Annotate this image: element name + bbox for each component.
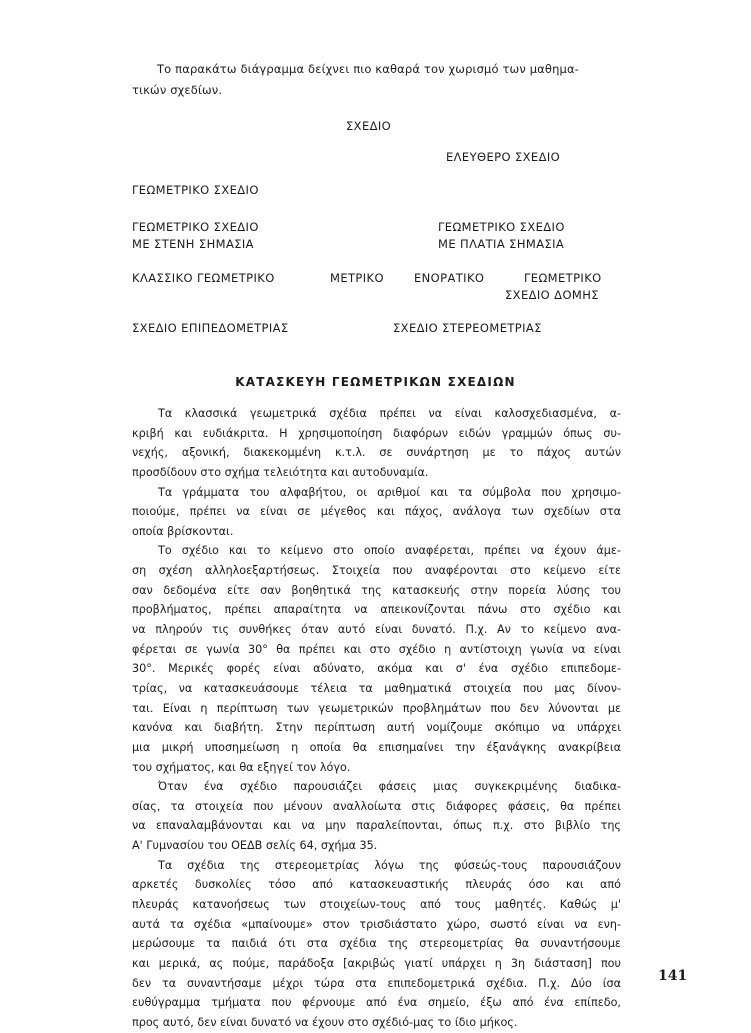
diagram-root: ΣΧΕΔΙΟ (346, 119, 392, 133)
body-text (132, 404, 621, 1033)
body-line: Όταν ένα σχέδιο παρουσιάζει φάσεις μιας συγκεκριμένης διαδικα- (158, 780, 621, 794)
body-line: σίας, τα στοιχεία που μένουν αναλλοίωτα στις διάφορες φάσεις, θα πρέπει (132, 799, 621, 813)
body-line: Τα κλασσικά γεωμετρικά σχέδια πρέπει να είναι καλοσχεδιασμένα, α- (158, 407, 621, 420)
diagram-narrow-sense-line-2: ΜΕ ΣΤΕΝΗ ΣΗΜΑΣΙΑ (132, 237, 254, 251)
diagram-classic-geometric: ΚΛΑΣΣΙΚΟ ΓΕΩΜΕΤΡΙΚΟ (132, 271, 275, 285)
body-line: προς αυτό, δεν είναι δυνατό να έχουν στο σχέδιό-μας το ίδιο μήκος. (132, 1015, 518, 1029)
diagram-wide-sense-line-1: ΓΕΩΜΕΤΡΙΚΟ ΣΧΕΔΙΟ (438, 220, 565, 234)
body-line: 30°. Μερικές φορές είναι αδύνατο, ακόμα και σ' ένα σχέδιο επιπεδομε- (132, 662, 621, 676)
body-line: ται. Είναι η περίπτωση των γεωμετρικών προβλημάτων που δεν λύνονται με (132, 701, 621, 715)
body-line: αρκετές δυσκολίες τόσο από κατασκευαστικής πλευράς όσο και από (132, 878, 621, 892)
body-line: κανόνα και διαβήτη. Στην περίπτωση αυτή νομίζουμε σκόπιμο να υπάρχει (132, 721, 621, 735)
body-line: πλευράς κατανοήσεως των στοιχείων-τους από τους μαθητές. Καθώς μ' (132, 898, 621, 912)
body-line: τρίας, να κατασκευάσουμε τέλεια τα μαθηματικά στοιχεία που μας δίνον- (132, 681, 621, 695)
intro-line-1: Το παρακάτω διάγραμμα δείχνει πιο καθαρά τον χωρισμό των μαθημα- (157, 62, 580, 76)
body-line: και μερικά, ας πούμε, παράδοξα [ακριβώς γιατί υπάρχει η 3η διάσταση] που (132, 956, 621, 970)
diagram-geometric-drawing: ΓΕΩΜΕΤΡΙΚΟ ΣΧΕΔΙΟ (132, 183, 259, 197)
body-line: μερώσουμε τα παιδιά ότι στα σχέδια της στερεομετρίας θα συναντήσουμε (132, 937, 621, 951)
body-line: Τα σχέδια της στερεομετρίας λόγω της φύσεώς-τους παρουσιάζουν (158, 858, 621, 872)
body-line: ση σχέση αλληλοεξαρτήσεως. Στοιχεία που αναφέρονται στο κείμενο είτε (132, 564, 621, 578)
intro-line-2: τικών σχεδίων. (132, 83, 223, 97)
body-line: φέρεται σε γωνία 30° θα πρέπει και στο σχέδιο η αντίστοιχη γωνία να είναι (132, 642, 621, 656)
diagram-wide-sense-line-2: ΜΕ ΠΛΑΤΙΑ ΣΗΜΑΣΙΑ (438, 237, 565, 251)
body-line: να πληρούν τις συνθήκες όταν αυτό είναι δυνατό. Π.χ. Αν το κείμενο ανα- (132, 623, 621, 637)
body-line: Α' Γυμνασίου του ΟΕΔΒ σελίς 64, σχήμα 35. (132, 839, 378, 853)
body-line: ποιούμε, πρέπει να είναι σε μέγεθος και πάχος, ανάλογα των σχεδίων στα (132, 505, 621, 519)
diagram-solid-geometry: ΣΧΕΔΙΟ ΣΤΕΡΕΟΜΕΤΡΙΑΣ (393, 321, 542, 335)
diagram-metric: ΜΕΤΡΙΚΟ (330, 271, 384, 285)
section-heading: ΚΑΤΑΣΚΕΥΗ ΓΕΩΜΕΤΡΙΚΩΝ ΣΧΕΔΙΩΝ (235, 375, 516, 389)
diagram-intuitive: ΕΝΟΡΑΤΙΚΟ (414, 271, 485, 285)
diagram-structure-line-2: ΣΧΕΔΙΟ ΔΟΜΗΣ (505, 288, 599, 302)
body-line: σαν δεδομένα είτε σαν βοηθητικά της κατασκευής στην πορεία λύσης του (132, 583, 621, 597)
body-line: Το σχέδιο και το κείμενο στο οποίο αναφέρεται, πρέπει να έχουν άμε- (158, 544, 621, 558)
diagram-narrow-sense-line-1: ΓΕΩΜΕΤΡΙΚΟ ΣΧΕΔΙΟ (132, 220, 259, 234)
diagram-structure-line-1: ΓΕΩΜΕΤΡΙΚΟ (524, 271, 602, 285)
body-line: μια μικρή υποσημείωση η οποία θα επισημαίνει την έξανάγκης ανακρίβεια (132, 740, 621, 754)
body-line: να επαναλαμβάνονται και να μην παραλείπονται, όπως π.χ. στο βιβλίο της (132, 819, 621, 833)
body-line: προβλήματος, πρέπει απαραίτητα να απεικονίζονται πάνω στο σχέδιο και (132, 603, 621, 617)
body-line: αυτά τα σχέδια «μπαίνουμε» στον τρισδιάστατο χώρο, σωστό είναι να ενη- (132, 917, 621, 931)
page-number: 141 (658, 968, 688, 984)
body-line: προσδίδουν στο σχήμα τελειότητα και αυτοδυναμία. (132, 465, 429, 479)
body-line: δεν τα συναντήσαμε μέχρι τώρα στα επιπεδομετρικά σχέδια. Π.χ. Δύο ίσα (132, 976, 621, 990)
body-line: του σχήματος, και θα εξηγεί τον λόγο. (132, 760, 351, 774)
diagram-free-drawing: ΕΛΕΥΘΕΡΟ ΣΧΕΔΙΟ (446, 150, 561, 164)
body-line: νεχής, αξονική, διακεκομμένη κ.τ.λ. σε συνάρτηση με το πάχος αυτών (132, 446, 621, 460)
body-line: ευθύγραμμα τμήματα που φέρνουμε από ένα σημείο, έξω από ένα επίπεδο, (132, 996, 621, 1010)
body-line: κριβή και ευδιάκριτα. Η χρησιμοποίηση διαφόρων ειδών γραμμών όπως συ- (132, 426, 621, 440)
body-line: Τα γράμματα του αλφαβήτου, οι αριθμοί και τα σύμβολα που χρησιμο- (158, 485, 621, 499)
body-line: οποία βρίσκονται. (132, 524, 234, 538)
diagram-plane-geometry: ΣΧΕΔΙΟ ΕΠΙΠΕΔΟΜΕΤΡΙΑΣ (132, 321, 289, 335)
